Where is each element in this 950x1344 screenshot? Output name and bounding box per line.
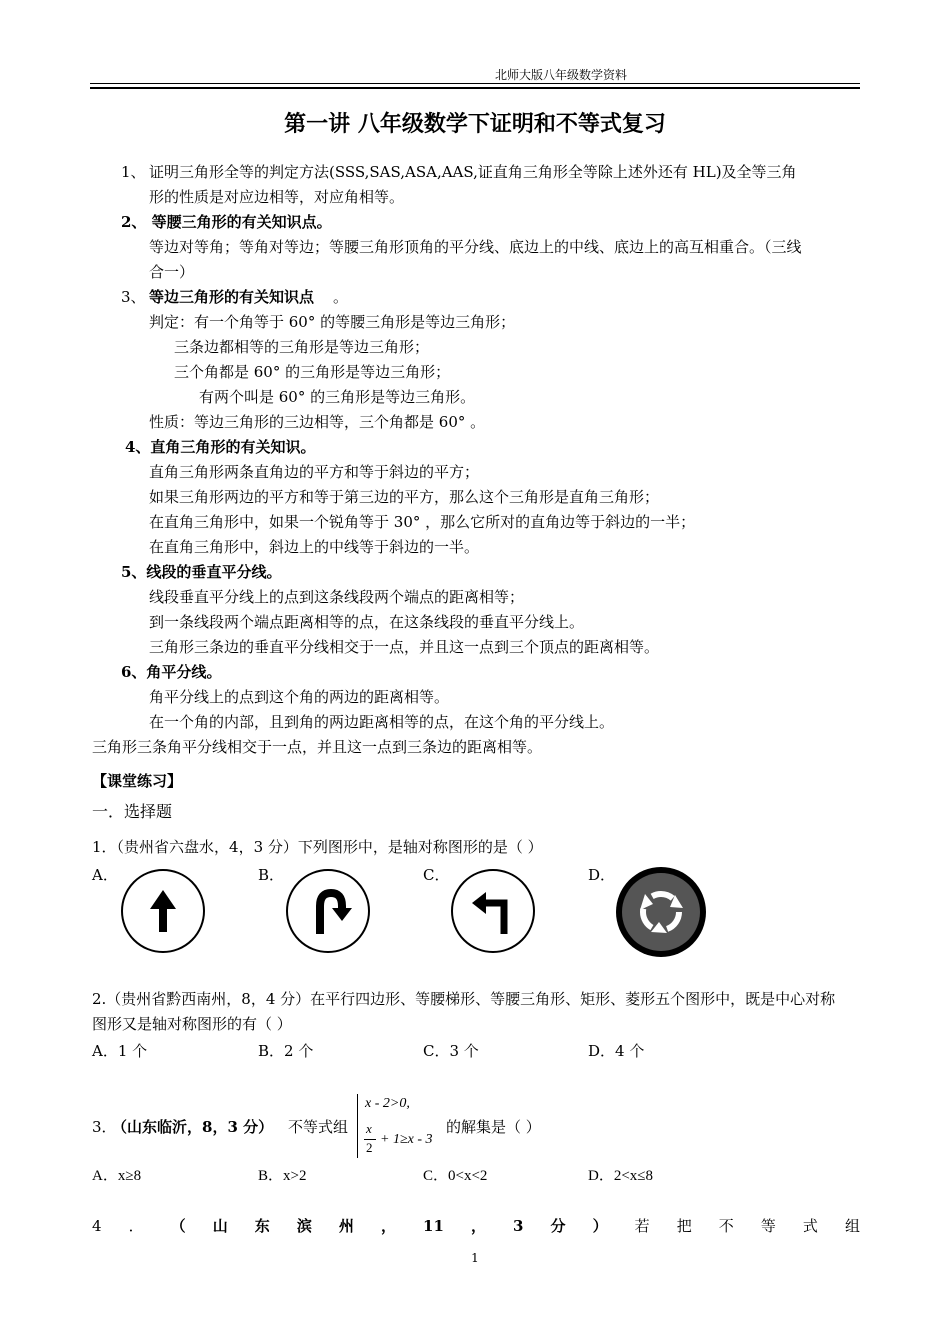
question-3-option-b: B．x>2 xyxy=(258,1168,307,1184)
question-2-stem-line-2: 图形又是轴对称图形的有（ ） xyxy=(92,1015,292,1033)
section-2-line: 合一） xyxy=(149,263,195,281)
section-6-line: 角平分线上的点到这个角的两边的距离相等。 xyxy=(149,688,450,706)
question-2-option-d: D．4 个 xyxy=(588,1042,645,1060)
inequality-1: x - 2>0, xyxy=(365,1096,410,1111)
section-4-line: 在直角三角形中，斜边上的中线等于斜边的一半。 xyxy=(149,538,480,556)
section-5-line: 到一条线段两个端点距离相等的点，在这条线段的垂直平分线上。 xyxy=(149,613,585,631)
section-4-line: 在直角三角形中，如果一个锐角等于 30° ，那么它所对的直角边等于斜边的一半； xyxy=(149,513,696,531)
inequality-2-numerator: x xyxy=(366,1121,372,1136)
running-header: 北师大版八年级数学资料 xyxy=(495,68,628,82)
q4-char: 州 xyxy=(338,1217,354,1235)
question-2-option-c: C．3 个 xyxy=(423,1042,479,1060)
section-2-heading: 2、 等腰三角形的有关知识点。 xyxy=(121,213,332,231)
question-1-option-c: C． xyxy=(423,866,450,884)
question-1-stem: 1．（贵州省六盘水，4，3 分）下列图形中，是轴对称图形的是（ ） xyxy=(92,838,543,856)
section-3-heading-period: 。 xyxy=(333,288,349,306)
page-number: 1 xyxy=(471,1251,479,1265)
q4-char: 11 xyxy=(423,1217,444,1235)
roundabout-sign-icon xyxy=(615,866,707,958)
q4-char: 等 xyxy=(760,1217,776,1235)
section-4-line: 直角三角形两条直角边的平方和等于斜边的平方； xyxy=(149,463,480,481)
section-6-line: 三角形三条角平分线相交于一点，并且这一点到三条边的距离相等。 xyxy=(92,738,543,756)
u-turn-right-sign-icon xyxy=(285,868,371,954)
section-1-number: 1、 xyxy=(121,163,146,181)
section-2-line: 等边对等角；等角对等边；等腰三角形顶角的平分线、底边上的中线、底边上的高互相重合。（三线 xyxy=(149,238,802,256)
q4-char: 3 xyxy=(513,1217,524,1235)
q4-char: 不 xyxy=(718,1217,734,1235)
question-2-option-a: A．1 个 xyxy=(92,1042,148,1060)
section-4-heading: 4、直角三角形的有关知识。 xyxy=(125,438,316,456)
section-3-number: 3、 xyxy=(121,288,146,306)
question-2-option-b: B．2 个 xyxy=(258,1042,314,1060)
header-rule-thick xyxy=(90,87,860,89)
section-3-line: 性质：等边三角形的三边相等，三个角都是 60° 。 xyxy=(149,413,486,431)
question-3-number: 3． xyxy=(92,1118,117,1136)
section-1-line-1: 证明三角形全等的判定方法(SSS,SAS,ASA,AAS,证直角三角形全等除上述外还有 HL)及全等三角 xyxy=(149,163,797,181)
section-5-heading: 5、线段的垂直平分线。 xyxy=(121,563,282,581)
section-3-line: 三条边都相等的三角形是等边三角形； xyxy=(174,338,430,356)
q4-char: 式 xyxy=(802,1217,818,1235)
page-title: 第一讲 八年级数学下证明和不等式复习 xyxy=(284,111,666,137)
practice-heading: 【课堂练习】 xyxy=(92,772,183,790)
q4-char: 组 xyxy=(844,1217,860,1235)
section-5-line: 线段垂直平分线上的点到这条线段两个端点的距离相等； xyxy=(149,588,525,606)
arrow-up-sign-icon xyxy=(120,868,206,954)
header-rule xyxy=(90,83,860,84)
q4-char: 滨 xyxy=(296,1217,312,1235)
section-3-line: 有两个叫是 60° 的三角形是等边三角形。 xyxy=(199,388,476,406)
part-heading: 一．选择题 xyxy=(92,802,173,821)
q4-char: ． xyxy=(128,1217,144,1235)
q4-char: 若 xyxy=(634,1217,650,1235)
question-3-stem-end: 的解集是（ ） xyxy=(446,1118,541,1136)
question-3-option-d: D．2<x≤8 xyxy=(588,1168,654,1184)
section-1-line-2: 形的性质是对应边相等，对应角相等。 xyxy=(149,188,405,206)
q4-char: 把 xyxy=(676,1217,692,1235)
inequality-2-denominator: 2 xyxy=(366,1140,373,1155)
q4-char: ， xyxy=(470,1217,486,1235)
question-2-stem-line-1: 2.（贵州省黔西南州，8，4 分）在平行四边形、等腰梯形、等腰三角形、矩形、菱形五个图形中，既是中心对称 xyxy=(92,990,836,1008)
question-3-source: （山东临沂，8，3 分） xyxy=(112,1118,274,1136)
section-3-line: 判定：有一个角等于 60° 的等腰三角形是等边三角形； xyxy=(149,313,516,331)
question-4-stem xyxy=(92,1216,860,1236)
q4-char: 分 xyxy=(550,1217,566,1235)
section-5-line: 三角形三条边的垂直平分线相交于一点，并且这一点到三个顶点的距离相等。 xyxy=(149,638,660,656)
turn-left-sign-icon xyxy=(450,868,536,954)
q4-char: 山 xyxy=(212,1217,228,1235)
question-1-option-a: A． xyxy=(92,866,118,884)
q4-char: 东 xyxy=(254,1217,270,1235)
section-6-line: 在一个角的内部，且到角的两边距离相等的点，在这个角的平分线上。 xyxy=(149,713,615,731)
q4-char: （ xyxy=(170,1217,186,1235)
inequality-system-brace xyxy=(357,1094,364,1158)
section-3-line: 三个角都是 60° 的三角形是等边三角形； xyxy=(174,363,451,381)
q4-char: ） xyxy=(592,1217,608,1235)
section-6-heading: 6、角平分线。 xyxy=(121,663,222,681)
question-1-option-d: D． xyxy=(588,866,616,884)
question-3-option-a: A．x≥8 xyxy=(92,1168,142,1184)
question-3-stem: 不等式组 xyxy=(288,1118,349,1136)
inequality-2-rest: + 1≥x - 3 xyxy=(380,1132,433,1147)
question-1-option-b: B． xyxy=(258,866,285,884)
q4-char: ， xyxy=(380,1217,396,1235)
section-3-heading: 等边三角形的有关知识点 xyxy=(149,288,315,306)
q4-char: 4 xyxy=(92,1217,102,1235)
question-3-option-c: C．0<x<2 xyxy=(423,1168,488,1184)
section-4-line: 如果三角形两边的平方和等于第三边的平方，那么这个三角形是直角三角形； xyxy=(149,488,660,506)
